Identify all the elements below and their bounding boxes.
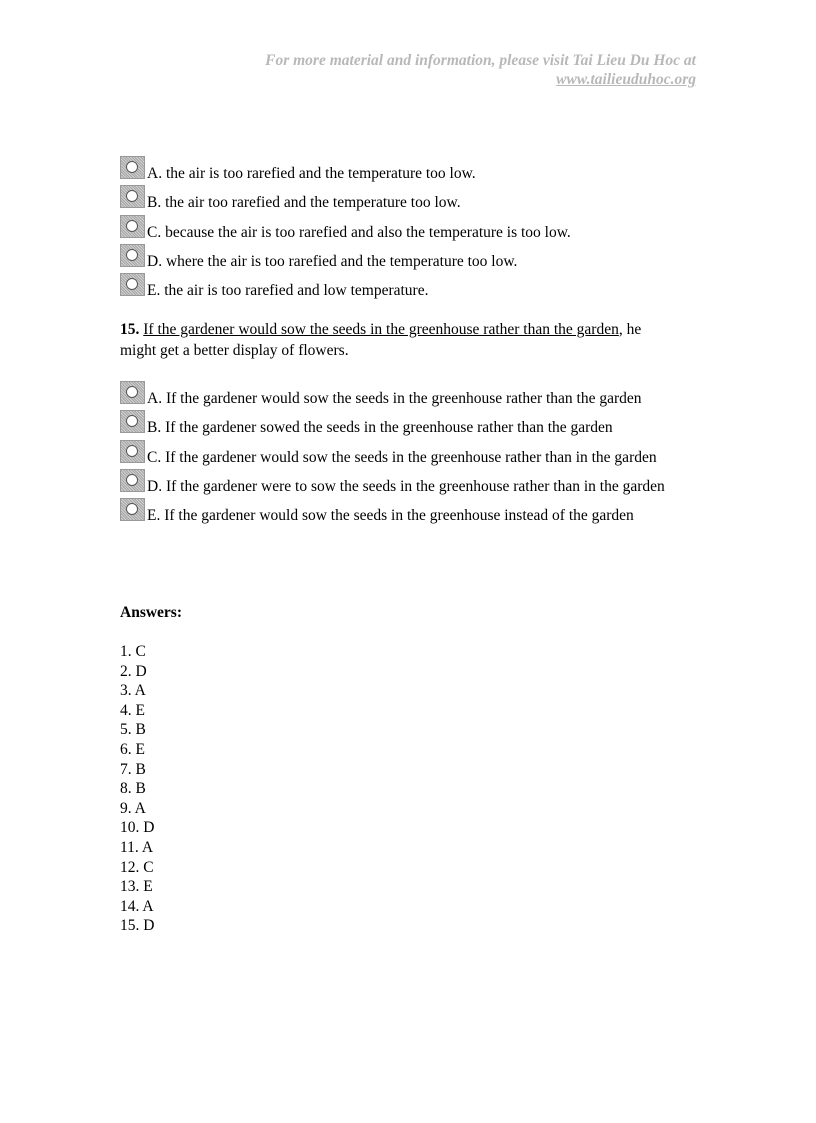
question-text: might get a better display of flowers. — [120, 342, 349, 359]
answer-item: 5. B — [120, 721, 146, 739]
answer-item: 10. D — [120, 819, 155, 837]
answer-item: 9. A — [120, 799, 146, 817]
option-label: A. If the gardener would sow the seeds in the greenhouse rather than the garden — [147, 390, 642, 407]
question-text: , he — [618, 321, 642, 338]
watermark — [265, 51, 696, 89]
option-label: E. If the gardener would sow the seeds in the greenhouse instead of the garden — [147, 507, 634, 525]
answers-list — [120, 642, 154, 936]
answer-item: 2. D — [120, 662, 147, 680]
answer-item: 13. E — [120, 878, 153, 896]
watermark-line: For more material and information, please visit Tai Lieu Du Hoc at — [265, 52, 696, 69]
watermark-link[interactable]: www.tailieuduhoc.org — [556, 71, 696, 88]
answer-item: 4. E — [120, 701, 145, 719]
option-label: B. If the gardener sowed the seeds in the greenhouse rather than the garden — [147, 419, 613, 437]
answer-item: 11. A — [120, 838, 154, 856]
question-underlined-text: If the gardener would sow the seeds in the greenhouse rather than the garden — [143, 321, 619, 338]
answer-item: 1. C — [120, 643, 146, 660]
radio-button-icon[interactable] — [120, 215, 145, 238]
option-label: B. the air too rarefied and the temperature too low. — [147, 194, 461, 212]
option-label: D. If the gardener were to sow the seeds in the greenhouse rather than in the garden — [147, 477, 665, 495]
radio-button-icon[interactable] — [120, 244, 145, 267]
question-15 — [120, 319, 680, 361]
answer-item: 14. A — [120, 897, 154, 915]
option-label: A. the air is too rarefied and the temperature too low. — [147, 165, 476, 182]
option-label: C. If the gardener would sow the seeds in the greenhouse rather than in the garden — [147, 448, 657, 466]
answer-item: 15. D — [120, 917, 155, 935]
radio-button-icon[interactable] — [120, 440, 145, 463]
radio-button-icon[interactable] — [120, 185, 145, 208]
answer-item: 6. E — [120, 740, 145, 758]
radio-button-icon[interactable] — [120, 498, 145, 521]
option-label: E. the air is too rarefied and low temperature. — [147, 282, 429, 300]
radio-button-icon[interactable] — [120, 410, 145, 433]
answer-item: 8. B — [120, 780, 146, 798]
option-label: C. because the air is too rarefied and also the temperature is too low. — [147, 223, 571, 241]
question-number: 15. — [120, 321, 140, 338]
answer-item: 7. B — [120, 760, 146, 778]
radio-button-icon[interactable] — [120, 273, 145, 296]
answers-heading: Answers: — [120, 604, 182, 621]
answer-item: 3. A — [120, 682, 146, 700]
radio-button-icon[interactable] — [120, 469, 145, 492]
radio-button-icon[interactable] — [120, 381, 145, 404]
radio-button-icon[interactable] — [120, 156, 145, 179]
answer-item: 12. C — [120, 858, 154, 876]
option-label: D. where the air is too rarefied and the temperature too low. — [147, 252, 518, 270]
